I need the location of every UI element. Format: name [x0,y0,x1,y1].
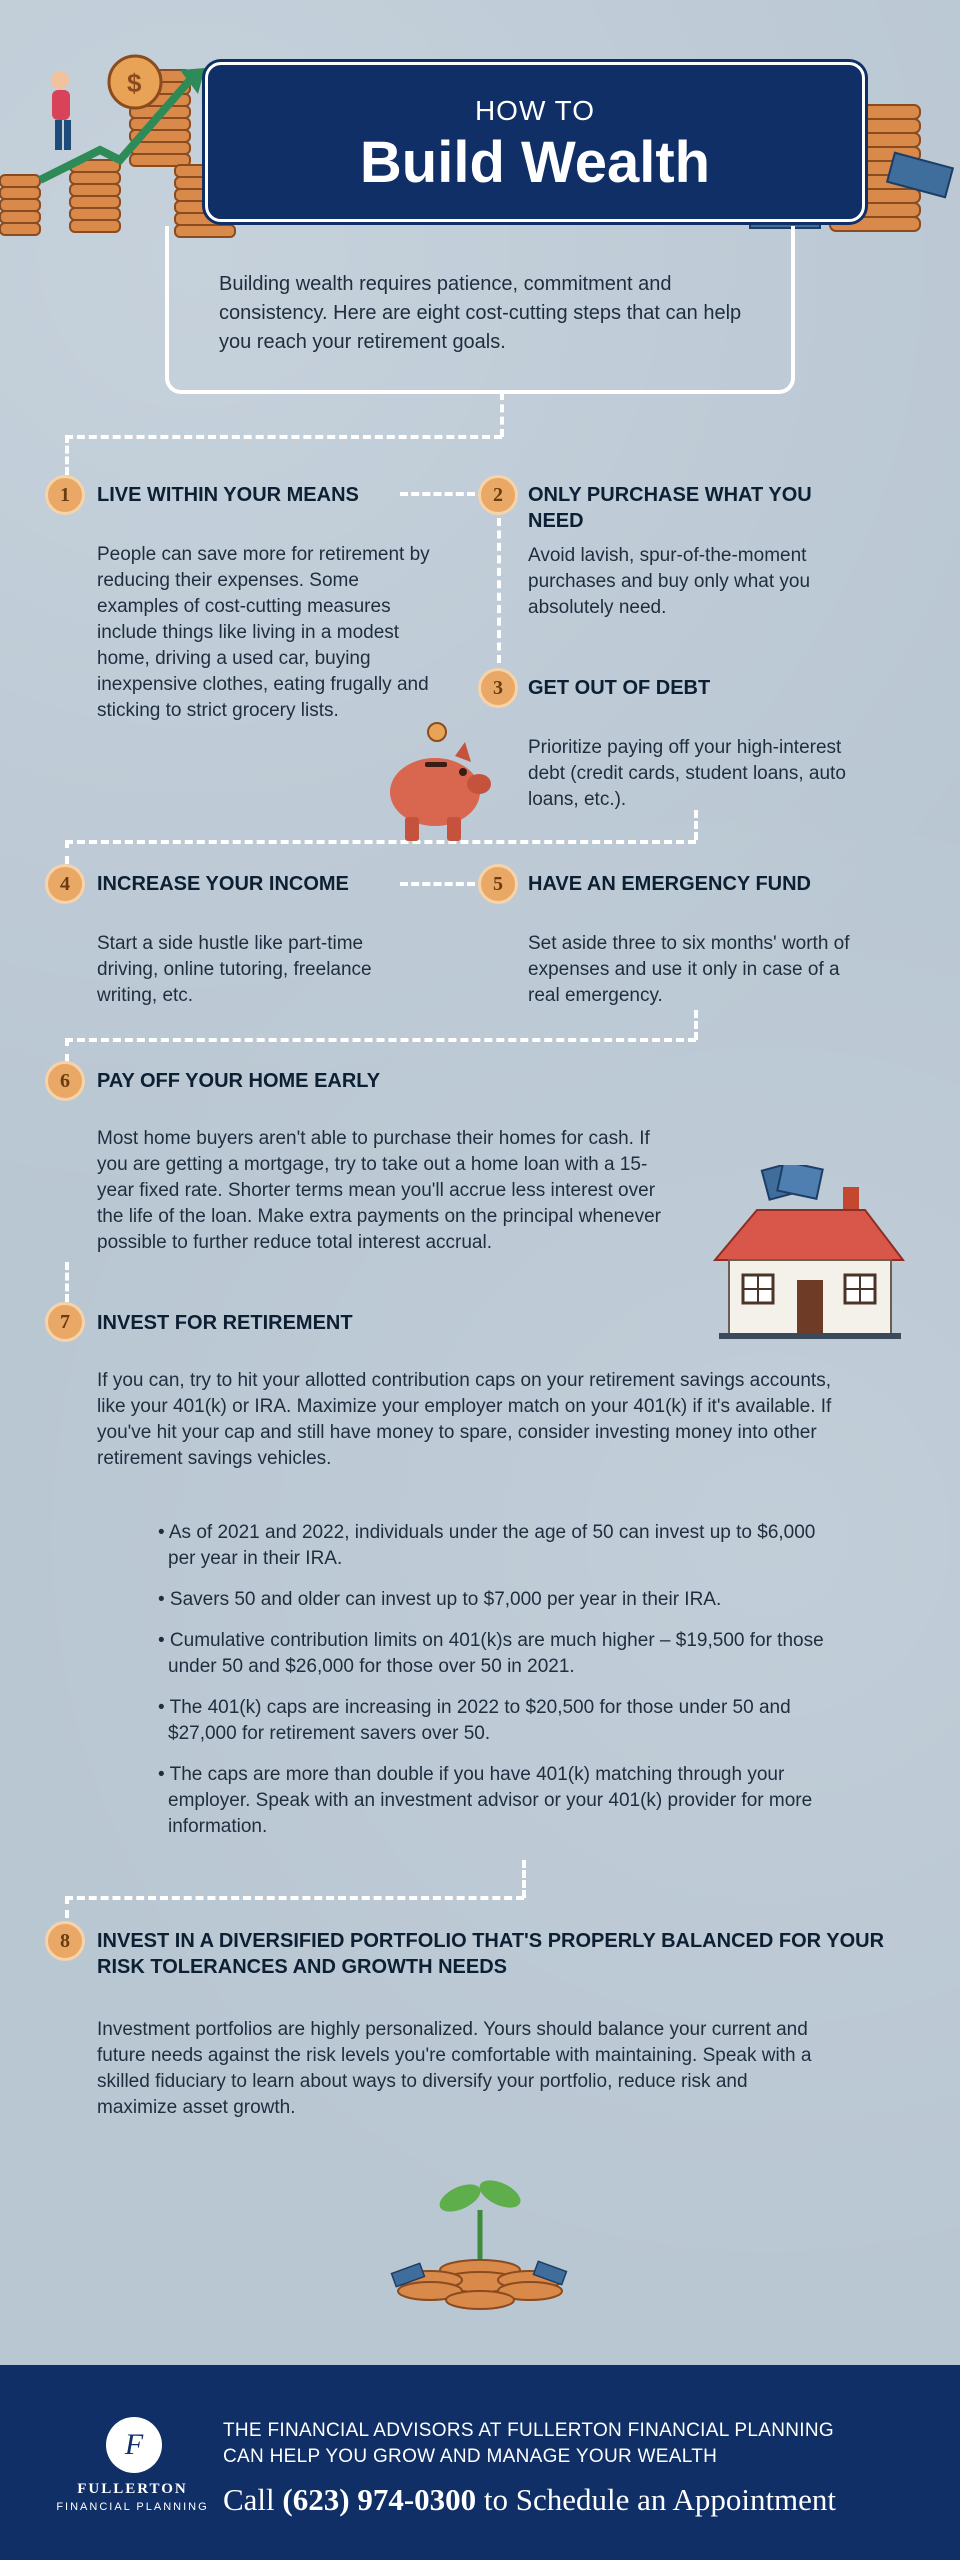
step-text: Investment portfolios are highly personalized. Yours should balance your current and future needs against the risk levels you're comfortable with maintaining. Speak with a skilled fiduciary to learn about ways to diversify your portfolio, reduce risk and maximize asset growth. [97,2019,812,2118]
connector [500,392,504,437]
step-text: Set aside three to six months' worth of expenses and use it only in case of a real emergency. [528,933,850,1006]
svg-text:$: $ [127,68,142,98]
connector [522,1860,526,1898]
fullerton-logo: F [106,2417,162,2473]
connector [65,1896,524,1900]
footer [0,2365,960,2560]
connector [400,882,475,886]
page-title: Build Wealth [359,130,711,195]
title-banner [205,62,865,222]
connector [65,1038,69,1062]
intro-box [165,226,795,394]
list-item: • Savers 50 and older can invest up to $7,000 per year in their IRA. [158,1589,722,1610]
step-number-badge: 1 [45,475,85,515]
connector [65,435,502,439]
call-suffix: to Schedule an Appointment [483,2482,837,2517]
step-title: LIVE WITHIN YOUR MEANS [97,484,359,506]
list-item: • The 401(k) caps are increasing in 2022 to $20,500 for those under 50 and $27,000 for retirement savers over 50. [158,1697,791,1744]
step-title: HAVE AN EMERGENCY FUND [528,873,811,895]
step-text: Most home buyers aren't able to purchase their homes for cash. If you are getting a mortgage, try to take out a home loan with a 15-year fixed rate. Shorter terms mean you'll accrue less interest over the life of the loan. Make extra payments on the principal whenever possible to further reduce total interest accrual. [97,1128,661,1253]
ira-limits-list [158,1520,848,1855]
piggy-bank-icon [385,722,495,852]
step-title: ONLY PURCHASE WHAT YOU NEED [528,484,812,532]
connector [694,1010,698,1040]
step-number-badge: 2 [478,475,518,515]
money-plant-icon [385,2170,575,2320]
step-title: INCREASE YOUR INCOME [97,873,349,895]
step-number-badge: 7 [45,1302,85,1342]
call-prefix: Call [223,2482,275,2517]
step-text: Avoid lavish, spur-of-the-moment purchases and buy only what you absolutely need. [528,545,811,618]
connector [65,1896,69,1918]
connector [65,840,69,864]
step-number-badge: 5 [478,864,518,904]
list-item: • Cumulative contribution limits on 401(k)s are much higher – $19,500 for those under 50 and $26,000 for those over 50 in 2021. [158,1630,824,1677]
connector [65,840,696,844]
logo-subtitle: FINANCIAL PLANNING [56,2501,209,2513]
connector [497,518,501,663]
step-text: Start a side hustle like part-time driving, online tutoring, freelance writing, etc. [97,933,372,1006]
connector [65,1038,696,1042]
step-number-badge: 3 [478,668,518,708]
phone-number[interactable]: (623) 974-0300 [282,2482,477,2517]
title-small: HOW TO [474,95,596,126]
step-title: PAY OFF YOUR HOME EARLY [97,1070,381,1092]
footer-line-1: THE FINANCIAL ADVISORS AT FULLERTON FINANCIAL PLANNING [223,2420,834,2441]
step-title: GET OUT OF DEBT [528,677,711,699]
step-text: People can save more for retirement by reducing their expenses. Some examples of cost-cutting measures include things like living in a modest home, driving a used car, buying inexpensive clothes, eating frugally and sticking to strict grocery lists. [97,544,430,721]
list-item: • The caps are more than double if you have 401(k) matching through your employer. Speak with an investment advisor or your 401(k) provider for more information. [158,1764,813,1837]
intro-text: Building wealth requires patience, commitment and consistency. Here are eight cost-cutting steps that can help you reach your retirement goals. [219,273,742,353]
step-title: INVEST FOR RETIREMENT [97,1312,353,1334]
connector [65,1262,69,1302]
call-to-action[interactable] [223,2482,836,2518]
step-text: If you can, try to hit your allotted contribution caps on your retirement savings accounts, like your 401(k) or IRA. Maximize your employer match on your 401(k) if it's available. If you've hit your cap and still have money to spare, consider investing money into other retirement savings vehicles. [97,1370,832,1469]
logo-name: FULLERTON [77,2481,188,2497]
list-item: • As of 2021 and 2022, individuals under the age of 50 can invest up to $6,000 per year in their IRA. [158,1522,816,1569]
step-text: Prioritize paying off your high-interest debt (credit cards, student loans, auto loans, etc.). [528,737,846,810]
connector [694,810,698,840]
step-title: INVEST IN A DIVERSIFIED PORTFOLIO THAT'S PROPERLY BALANCED FOR YOUR RISK TOLERANCES AND GROWTH NEEDS [97,1930,885,1978]
step-number-badge: 6 [45,1061,85,1101]
house-icon [705,1165,915,1345]
step-number-badge: 4 [45,864,85,904]
step-number-badge: 8 [45,1921,85,1961]
connector [65,435,69,475]
footer-line-2: CAN HELP YOU GROW AND MANAGE YOUR WEALTH [223,2446,718,2467]
